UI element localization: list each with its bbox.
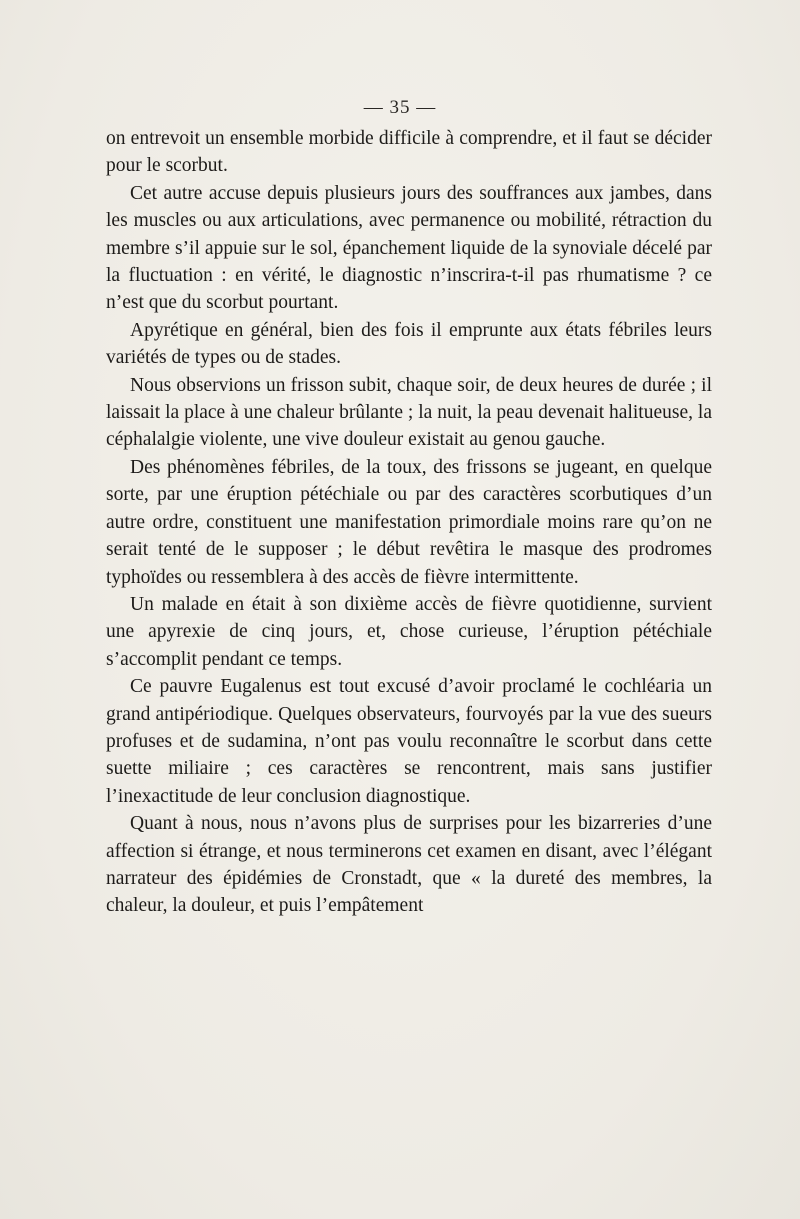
paragraph-4: Nous observions un frisson subit, chaque soir, de deux heures de durée ; il laissait la place à une chaleur brûlante ; la nuit, la peau devenait halitueuse, la céphalalgie violente, une vive douleur existait au genou gauche. xyxy=(106,374,712,451)
paragraph-6: Un malade en était à son dixième accès de fièvre quotidienne, survient une apyrexie de cinq jours, et, chose curieuse, l’éruption pétéchiale s’accomplit pendant ce temps. xyxy=(106,593,712,670)
paragraph-8: Quant à nous, nous n’avons plus de surprises pour les bizarreries d’une affection si étrange, et nous terminerons cet examen en disant, avec l’élégant narrateur des épidémies de Cronstadt, que « la dureté des membres, la chaleur, la douleur, et puis l’empâtement xyxy=(106,813,712,917)
paragraph-2: Cet autre accuse depuis plusieurs jours des souffrances aux jambes, dans les muscles ou aux articulations, avec permanence ou mobilité, rétraction du membre s’il appuie sur le sol, épanchement liquide de la synoviale décelé par la fluctuation : en vérité, le diagnostic n’inscrira-t-il pas rhumatisme ? ce n’est que du scorbut pourtant. xyxy=(106,182,712,314)
paragraph-5: Des phénomènes fébriles, de la toux, des frissons se jugeant, en quelque sorte, par une éruption pétéchiale ou par des caractères scorbutiques d’un autre ordre, constituent une manifestation primordiale moins rare qu’on ne serait tenté de le supposer ; le début revêtira le masque des prodromes typhoïdes ou ressemblera à des accès de fièvre intermittente. xyxy=(106,456,712,588)
paragraph-1: on entrevoit un ensemble morbide difficile à comprendre, et il faut se décider pour le scorbut. xyxy=(106,128,712,177)
body-text xyxy=(106,125,712,920)
page-number: — 35 — xyxy=(363,97,437,118)
paragraph-3: Apyrétique en général, bien des fois il emprunte aux états fébriles leurs variétés de types ou de stades. xyxy=(106,319,712,369)
paragraph-7: Ce pauvre Eugalenus est tout excusé d’avoir proclamé le cochléaria un grand antipériodique. Quelques observateurs, fourvoyés par la vue des sueurs profuses et de sudamina, n’ont pas voulu reconnaître le scorbut dans cette suette miliaire ; ces caractères se rencontrent, mais sans justifier l’inexactitude de leur conclusion diagnostique. xyxy=(106,676,712,807)
